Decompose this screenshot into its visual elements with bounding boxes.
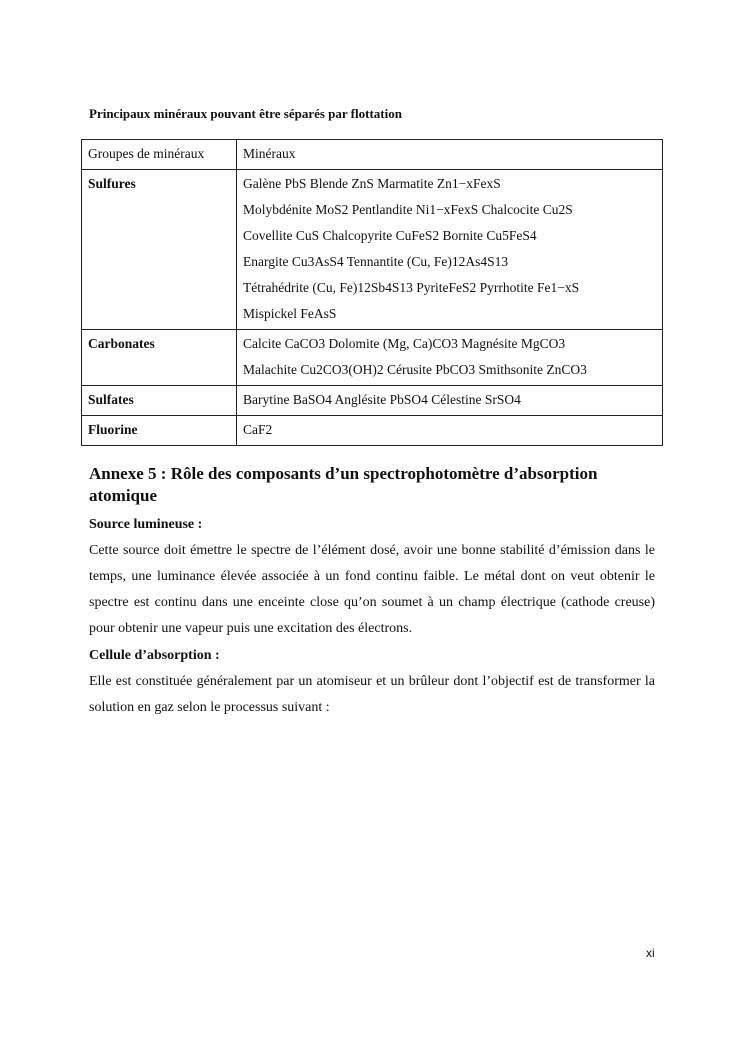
table-row: [82, 170, 663, 330]
mineral-line: Calcite CaCO3 Dolomite (Mg, Ca)CO3 Magnésite MgCO3: [243, 336, 566, 351]
table-caption: Principaux minéraux pouvant être séparés par flottation: [89, 106, 402, 121]
minerals-cell: [237, 416, 663, 446]
table-header-row: [82, 140, 663, 170]
column-header-minerals: Minéraux: [237, 140, 663, 170]
mineral-line: Enargite Cu3AsS4 Tennantite (Cu, Fe)12As4S13: [243, 254, 509, 269]
minerals-cell: [237, 386, 663, 416]
column-header-groups: Groupes de minéraux: [82, 140, 237, 170]
group-cell: Sulfures: [82, 170, 237, 330]
mineral-line: Mispickel FeAsS: [243, 306, 337, 321]
source-paragraph: Cette source doit émettre le spectre de l’élément dosé, avoir une bonne stabilité d’émission dans le temps, une luminance élevée associée à un fond continu faible. Le métal dont on veut obtenir le spectre est continu dans une enceinte close qu’on soumet à un champ électrique (cathode creuse) pour obtenir une vapeur puis une excitation des électrons.: [89, 543, 655, 636]
table-row: [82, 386, 663, 416]
group-cell: Carbonates: [82, 330, 237, 386]
cell-paragraph: Elle est constituée généralement par un atomiseur et un brûleur dont l’objectif est de transformer la solution en gaz selon le processus suivant :: [89, 674, 655, 715]
annex-title: Annexe 5 : Rôle des composants d’un spectrophotomètre d’absorption atomique: [89, 464, 598, 505]
mineral-line: Tétrahédrite (Cu, Fe)12Sb4S13 PyriteFeS2 Pyrrhotite Fe1−xS: [243, 280, 580, 295]
source-heading: Source lumineuse :: [89, 517, 203, 532]
mineral-line: Malachite Cu2CO3(OH)2 Cérusite PbCO3 Smithsonite ZnCO3: [243, 362, 587, 377]
minerals-cell: [237, 330, 663, 386]
mineral-line: Galène PbS Blende ZnS Marmatite Zn1−xFexS: [243, 176, 501, 191]
cell-heading: Cellule d’absorption :: [89, 648, 220, 663]
group-cell: Fluorine: [82, 416, 237, 446]
mineral-line: CaF2: [243, 422, 273, 437]
group-cell: Sulfates: [82, 386, 237, 416]
table-row: [82, 416, 663, 446]
mineral-line: Covellite CuS Chalcopyrite CuFeS2 Bornite Cu5FeS4: [243, 228, 537, 243]
minerals-table: [81, 139, 663, 446]
table-row: [82, 330, 663, 386]
minerals-cell: [237, 170, 663, 330]
mineral-line: Barytine BaSO4 Anglésite PbSO4 Célestine SrSO4: [243, 392, 521, 407]
page-number: xi: [646, 946, 655, 960]
mineral-line: Molybdénite MoS2 Pentlandite Ni1−xFexS Chalcocite Cu2S: [243, 202, 573, 217]
